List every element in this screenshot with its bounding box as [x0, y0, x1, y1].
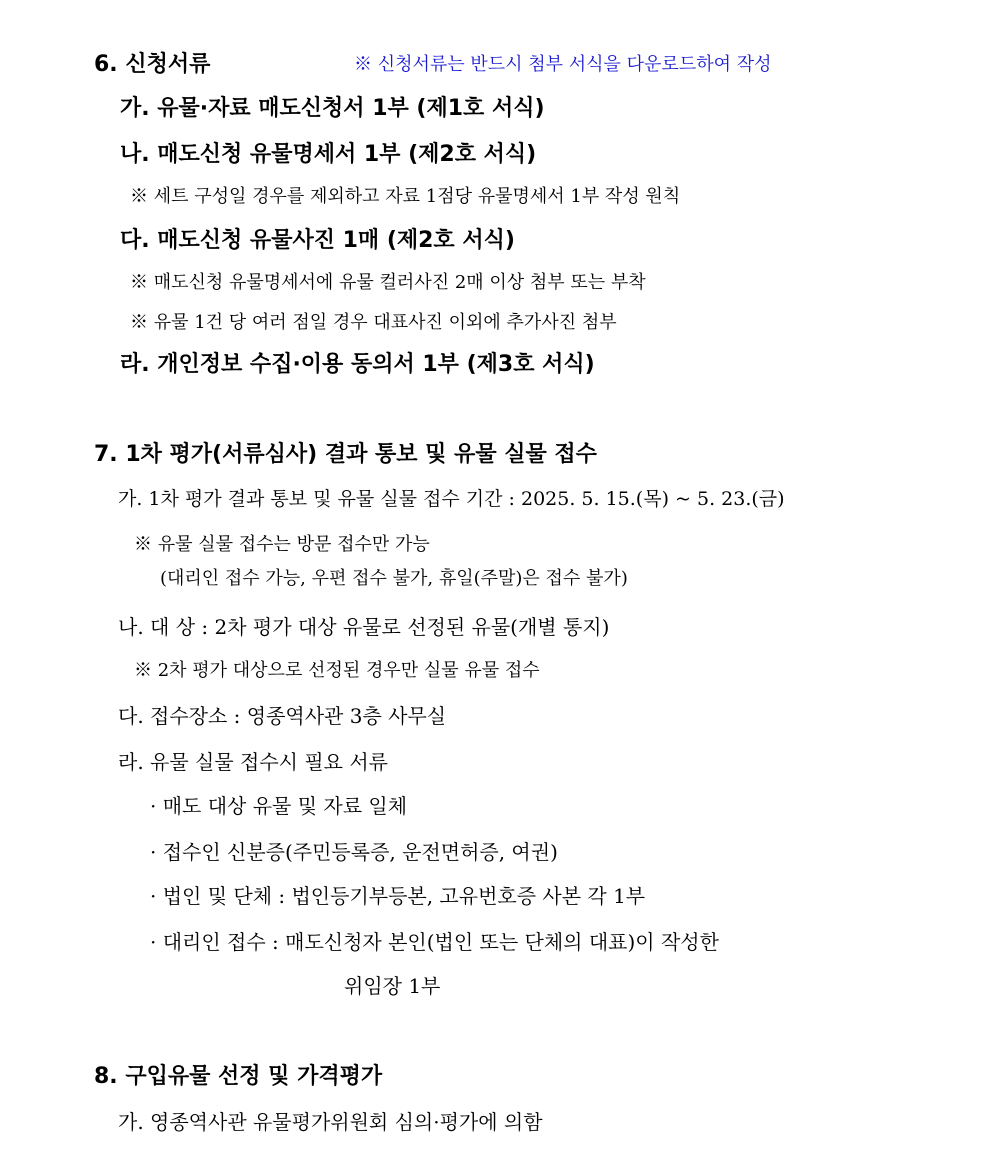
section-7-required-doc-2: · 접수인 신분증(주민등록증, 운전면허증, 여권) [150, 840, 558, 864]
section-7-item-a-note-2: (대리인 접수 가능, 우편 접수 불가, 휴일(주말)은 접수 불가) [160, 568, 628, 589]
section-8-title: 8. 구입유물 선정 및 가격평가 [94, 1064, 383, 1089]
section-6-item-c-note-2: ※ 유물 1건 당 여러 점일 경우 대표사진 이외에 추가사진 첨부 [130, 312, 617, 333]
section-6-item-b: 나. 매도신청 유물명세서 1부 (제2호 서식) [120, 142, 537, 167]
section-6-item-c-note-1: ※ 매도신청 유물명세서에 유물 컬러사진 2매 이상 첨부 또는 부착 [130, 272, 646, 293]
section-7-item-a: 가. 1차 평가 결과 통보 및 유물 실물 접수 기간 : 2025. 5. 15.(목) ~ 5. 23.(금) [118, 488, 785, 510]
section-7-item-a-note-1: ※ 유물 실물 접수는 방문 접수만 가능 [134, 534, 430, 555]
section-6-item-c: 다. 매도신청 유물사진 1매 (제2호 서식) [120, 228, 515, 253]
section-6-item-d: 라. 개인정보 수집·이용 동의서 1부 (제3호 서식) [120, 352, 595, 377]
section-6-title: 6. 신청서류 [94, 52, 211, 77]
section-7-required-doc-4-cont: 위임장 1부 [344, 974, 441, 998]
section-8-item-a: 가. 영종역사관 유물평가위원회 심의·평가에 의함 [118, 1110, 543, 1134]
section-6-notice: ※ 신청서류는 반드시 첨부 서식을 다운로드하여 작성 [354, 54, 772, 75]
section-7-item-d: 라. 유물 실물 접수시 필요 서류 [118, 750, 388, 774]
section-7-required-doc-4: · 대리인 접수 : 매도신청자 본인(법인 또는 단체의 대표)이 작성한 [150, 930, 719, 954]
section-6-item-b-note: ※ 세트 구성일 경우를 제외하고 자료 1점당 유물명세서 1부 작성 원칙 [130, 186, 681, 207]
section-7-item-c: 다. 접수장소 : 영종역사관 3층 사무실 [118, 704, 447, 728]
section-7-required-doc-3: · 법인 및 단체 : 법인등기부등본, 고유번호증 사본 각 1부 [150, 884, 646, 908]
section-7-title: 7. 1차 평가(서류심사) 결과 통보 및 유물 실물 접수 [94, 442, 597, 467]
section-7-item-b-note: ※ 2차 평가 대상으로 선정된 경우만 실물 유물 접수 [134, 660, 540, 681]
section-7-item-b: 나. 대 상 : 2차 평가 대상 유물로 선정된 유물(개별 통지) [118, 615, 610, 639]
section-6-item-a: 가. 유물·자료 매도신청서 1부 (제1호 서식) [120, 96, 545, 121]
section-7-required-doc-1: · 매도 대상 유물 및 자료 일체 [150, 794, 408, 818]
